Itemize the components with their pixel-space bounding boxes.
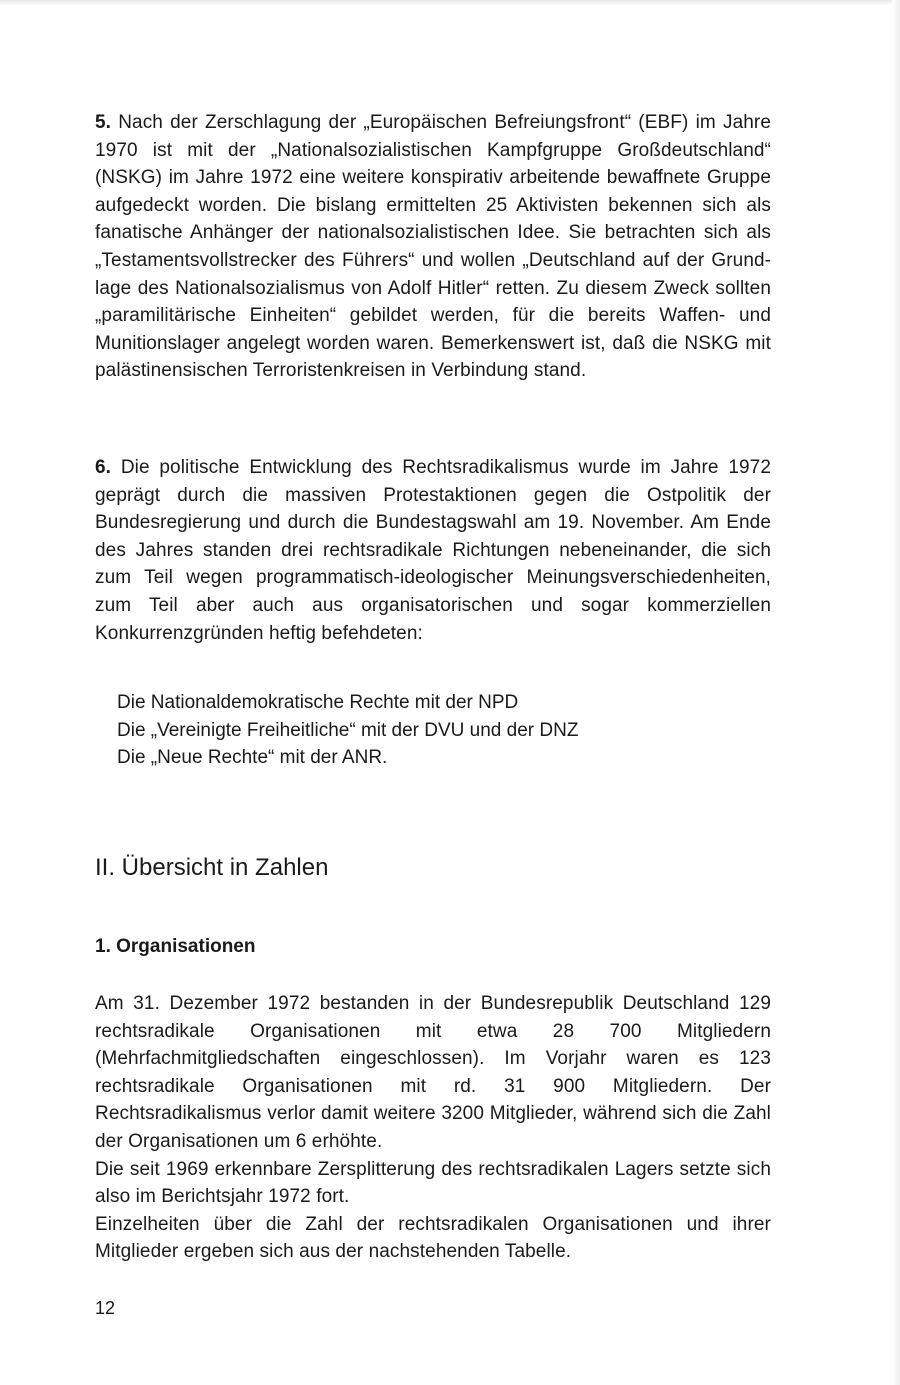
paragraph-6-number: 6. — [95, 457, 112, 478]
direction-list — [117, 689, 757, 772]
organisations-body — [95, 990, 771, 1266]
body-paragraph-3: Einzelheiten über die Zahl der rechtsradikalen Organisationen und ihrer Mitglieder ergeben sich aus der nachstehenden Tabelle. — [95, 1213, 771, 1263]
paragraph-5-text: Nach der Zerschlagung der „Europäischen Befreiungsfront“ (EBF) im Jahre 1970 ist mit der „Nationalsozialistischen Kampfgruppe Großdeutschland“ (NSKG) im Jahre 1972 eine weitere konspirativ arbeitende bewaffnete Gruppe aufgedeckt worden. Die bislang ermittelten 25 Aktivisten bekennen sich als fanatische Anhänger der nationalsozialistischen Idee. Sie betrachten sich als „Testamentsvollstrecker des Führers“ und wollen „Deutschland auf der Grundlage des Nationalsozialismus von Adolf Hitler“ retten. Zu diesem Zweck sollten „paramilitärische Einheiten“ gebildet werden, für die bereits Waffen- und Munitionslager angelegt worden waren. Bemerkenswert ist, daß die NSKG mit palästinensischen Terroristenkreisen in Verbindung stand. — [95, 112, 771, 382]
page-right-edge — [892, 0, 900, 1385]
paragraph-5-number: 5. — [95, 112, 112, 133]
list-item: Die „Vereinigte Freiheitliche“ mit der DVU und der DNZ — [117, 719, 579, 741]
list-item: Die Nationaldemokratische Rechte mit der NPD — [117, 692, 519, 713]
section-heading: II. Übersicht in Zahlen — [95, 854, 329, 881]
paragraph-5 — [95, 109, 771, 385]
list-item: Die „Neue Rechte“ mit der ANR. — [117, 747, 388, 769]
paragraph-6-text: Die politische Entwicklung des Rechtsradikalismus wurde im Jahre 1972 geprägt durch die massiven Protestaktionen gegen die Ostpolitik der Bundesregierung und durch die Bundestagswahl am 19. November. Am Ende des Jahres standen drei rechtsradikale Richtungen nebeneinander, die sich zum Teil wegen programmatisch-ideologischer Meinungsverschiedenheiten, zum Teil aber auch aus organisatorischen und sogar kommerziellen Konkurrenzgründen heftig befehdeten: — [95, 457, 771, 644]
sub-heading: 1. Organisationen — [95, 936, 256, 957]
page-number: 12 — [95, 1298, 116, 1318]
page-top-edge — [0, 0, 900, 6]
body-paragraph-1: Am 31. Dezember 1972 bestanden in der Bundesrepublik Deutschland 129 rechtsradikale Organisationen mit etwa 28 700 Mitgliedern (Mehrfachmitgliedschaften eingeschlossen). Im Vorjahr waren es 123 rechtsradikale Organisationen mit rd. 31 900 Mitgliedern. Der Rechtsradikalismus verlor damit weitere 3200 Mitglieder, während sich die Zahl der Organisationen um 6 erhöhte. — [95, 993, 771, 1152]
paragraph-6 — [95, 454, 771, 647]
body-paragraph-2: Die seit 1969 erkennbare Zersplitterung des rechtsradikalen Lagers setzte sich also im Berichtsjahr 1972 fort. — [95, 1158, 771, 1208]
